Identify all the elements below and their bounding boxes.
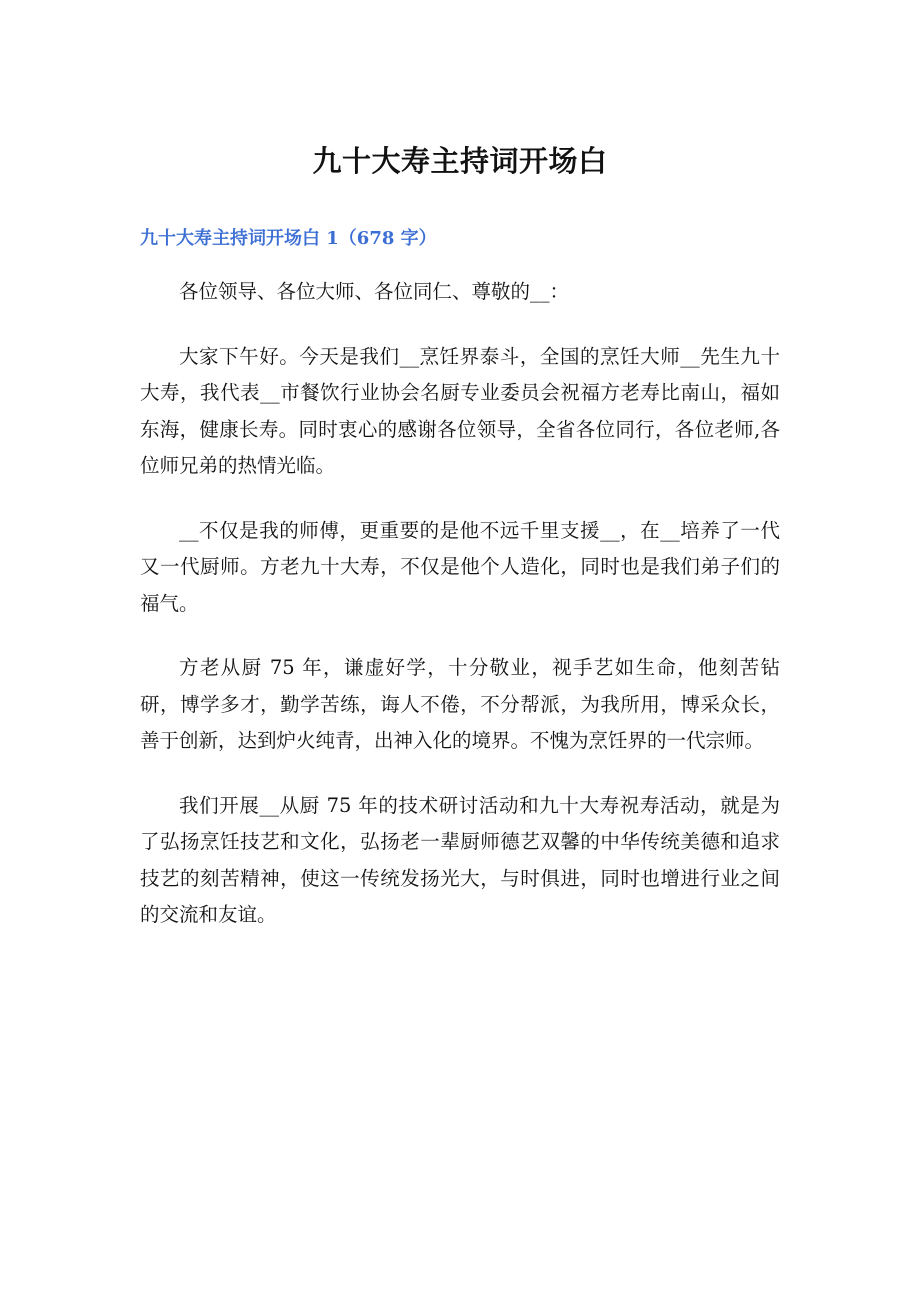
section-heading: 九十大寿主持词开场白 1（678 字） — [140, 228, 437, 249]
paragraph-master-intro: __不仅是我的师傅，更重要的是他不远千里支援__，在__培养了一代又一代厨师。方老九十大寿，不仅是他个人造化，同时也是我们弟子们的福气。 — [140, 518, 780, 615]
document-body — [140, 274, 780, 962]
paragraph-greeting: 大家下午好。今天是我们__烹饪界泰斗，全国的烹饪大师__先生九十大寿，我代表__市餐饮行业协会名厨专业委员会祝福方老寿比南山，福如东海，健康长寿。同时衷心的感谢各位领导，全省各位同行，各位老师,各位师兄弟的热情光临。 — [140, 344, 780, 477]
paragraph-purpose: 我们开展__从厨 75 年的技术研讨活动和九十大寿祝寿活动，就是为了弘扬烹饪技艺和文化，弘扬老一辈厨师德艺双馨的中华传统美德和追求技艺的刻苦精神，使这一传统发扬光大，与时俱进，同时也增进行业之间的交流和友谊。 — [140, 793, 780, 926]
document-title: 九十大寿主持词开场白 — [312, 144, 608, 178]
paragraph-salutation: 各位领导、各位大师、各位同仁、尊敬的__： — [179, 280, 570, 303]
paragraph-career: 方老从厨 75 年，谦虚好学，十分敬业，视手艺如生命，他刻苦钻研，博学多才，勤学苦练，诲人不倦，不分帮派，为我所用，博采众长，善于创新，达到炉火纯青，出神入化的境界。不愧为烹饪界的一代宗师。 — [140, 656, 780, 752]
